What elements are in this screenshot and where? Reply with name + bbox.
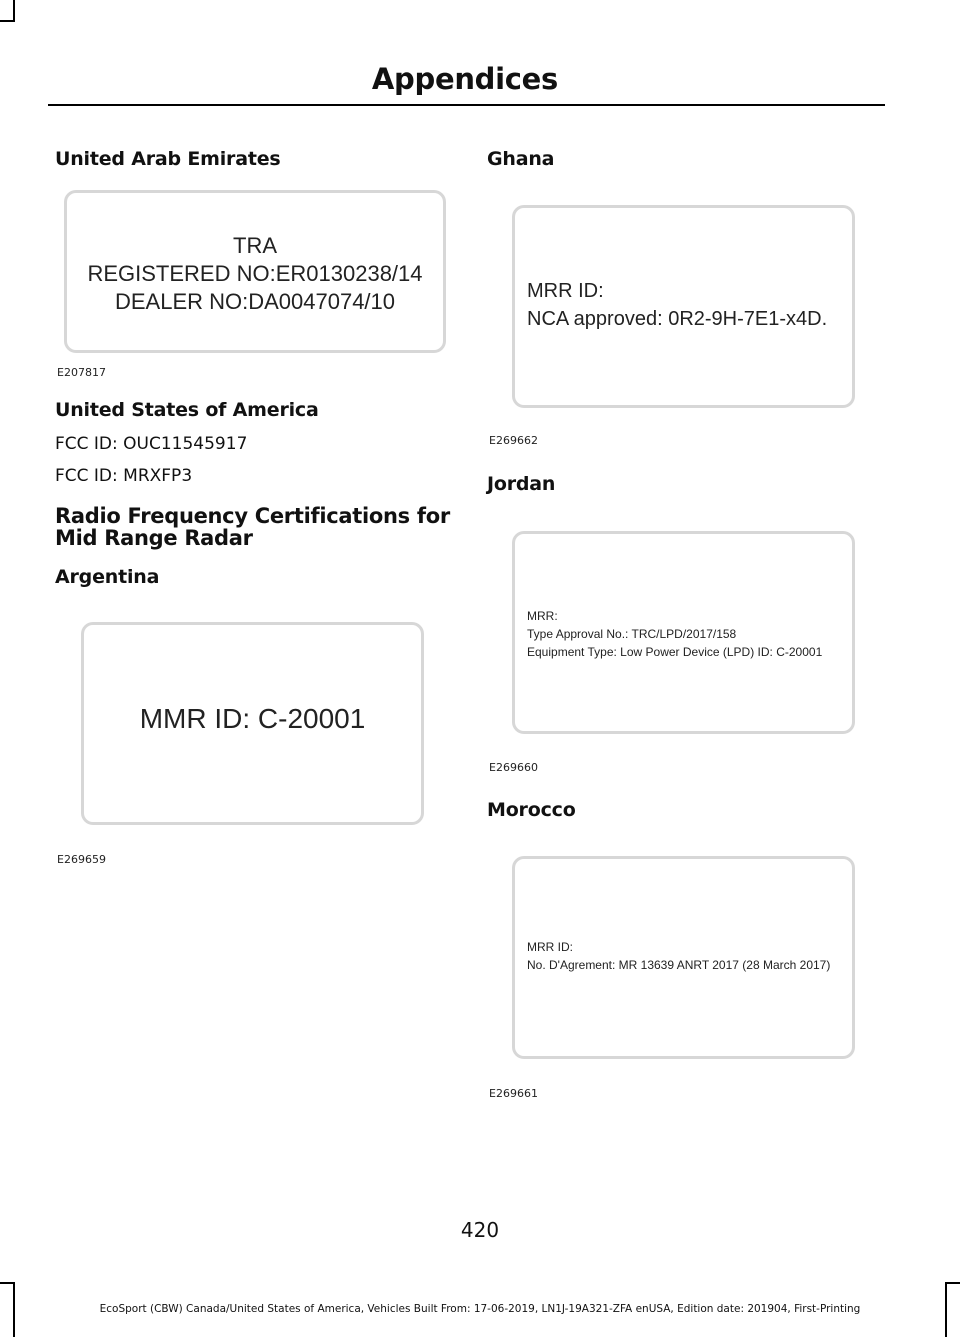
page-number: 420	[460, 1218, 500, 1242]
page-title: Appendices	[371, 62, 558, 96]
header-rule	[48, 104, 885, 106]
morocco-label-line-1: MRR ID:	[527, 940, 573, 954]
section-title-mid-range-radar: Radio Frequency Certifications for Mid Range Radar	[55, 504, 450, 550]
crop-mark-top-left-v	[13, 0, 15, 22]
label-image-argentina	[81, 622, 424, 825]
label-image-uae	[64, 190, 446, 353]
heading-morocco: Morocco	[487, 799, 576, 821]
image-id-uae: E207817	[57, 366, 106, 379]
label-image-jordan	[512, 531, 855, 734]
uae-label-line-2: REGISTERED NO:ER0130238/14	[87, 261, 423, 286]
uae-label-line-1: TRA	[233, 233, 277, 258]
ghana-label-line-1: MRR ID:	[527, 280, 604, 302]
fcc-id-2: FCC ID: MRXFP3	[55, 466, 193, 486]
heading-jordan: Jordan	[487, 473, 556, 495]
heading-usa: United States of America	[55, 399, 319, 421]
crop-mark-top-left-h	[0, 20, 15, 22]
fcc-id-1: FCC ID: OUC11545917	[55, 434, 248, 454]
label-image-morocco	[512, 856, 855, 1059]
heading-argentina: Argentina	[55, 566, 160, 588]
jordan-label-line-2: Type Approval No.: TRC/LPD/2017/158	[527, 627, 737, 641]
ghana-label-line-2: NCA approved: 0R2-9H-7E1-x4D.	[527, 308, 828, 330]
label-image-ghana	[512, 205, 855, 408]
jordan-label-line-3: Equipment Type: Low Power Device (LPD) ID: C-20001	[527, 645, 823, 659]
image-id-jordan: E269660	[489, 761, 538, 774]
heading-uae: United Arab Emirates	[55, 148, 281, 170]
crop-mark-bottom-left-h	[0, 1282, 15, 1284]
footer-text: EcoSport (CBW) Canada/United States of America, Vehicles Built From: 17-06-2019, LN1J-19A321-ZFA enUSA, Edition date: 201904, First-Printing	[99, 1303, 861, 1315]
crop-mark-bottom-right-h	[945, 1282, 960, 1284]
heading-ghana: Ghana	[487, 148, 555, 170]
argentina-label-line-1: MMR ID: C-20001	[139, 703, 366, 734]
image-id-morocco: E269661	[489, 1087, 538, 1100]
jordan-label-line-1: MRR:	[527, 609, 558, 623]
uae-label-line-3: DEALER NO:DA0047074/10	[114, 289, 396, 314]
image-id-argentina: E269659	[57, 853, 106, 866]
morocco-label-line-2: No. D'Agrement: MR 13639 ANRT 2017 (28 March 2017)	[527, 958, 831, 972]
image-id-ghana: E269662	[489, 434, 538, 447]
